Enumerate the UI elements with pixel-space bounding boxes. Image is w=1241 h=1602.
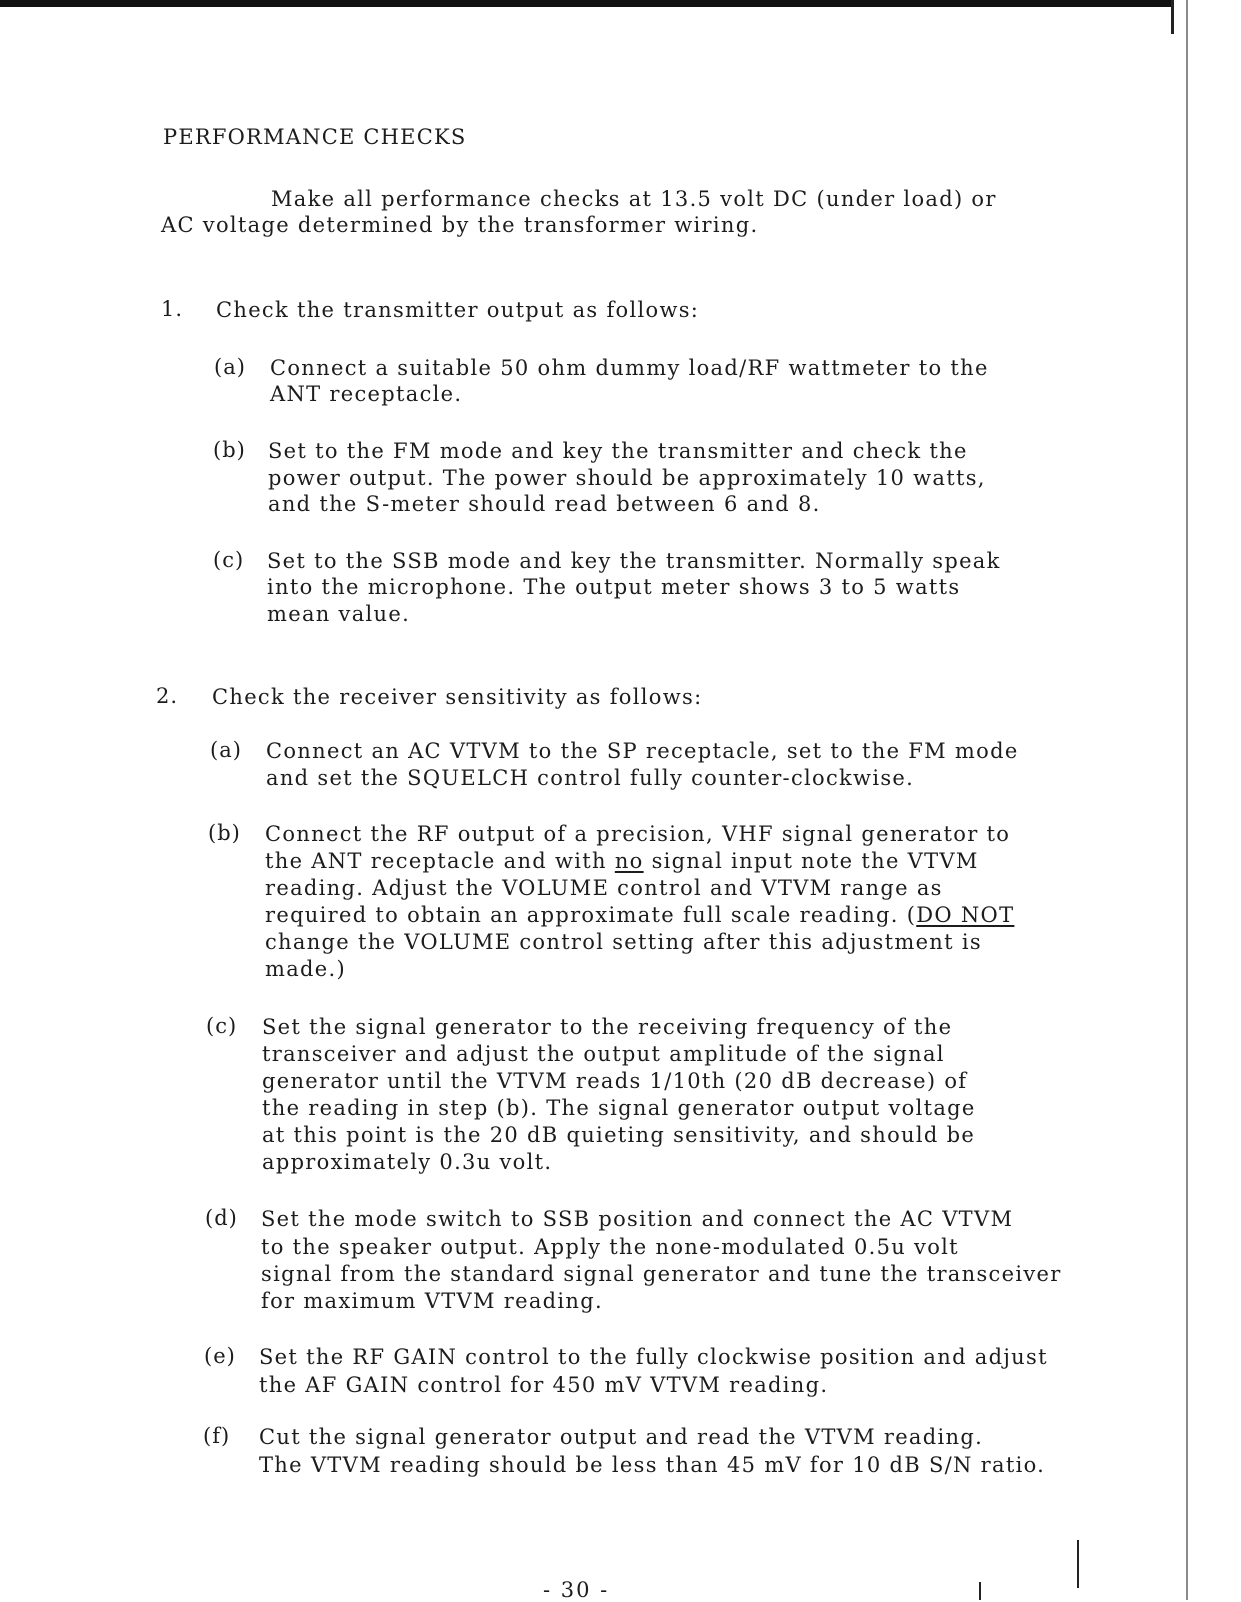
item-label: (a) [214,355,246,379]
item-line: The VTVM reading should be less than 45 mV for 10 dB S/N ratio. [259,1453,1046,1477]
item-line: into the microphone. The output meter shows 3 to 5 watts [267,575,961,599]
item-line: reading. Adjust the VOLUME control and VTVM range as [265,876,943,900]
item-label: (c) [213,548,245,572]
item-label: (b) [208,821,241,845]
section-title: Check the transmitter output as follows: [216,298,700,322]
item-line: signal from the standard signal generator and tune the transceiver [261,1262,1062,1286]
item-line: Connect an AC VTVM to the SP receptacle, set to the FM mode [266,739,1019,763]
item-line: approximately 0.3u volt. [262,1150,553,1174]
item-line: to the speaker output. Apply the none-modulated 0.5u volt [261,1235,959,1259]
item-label: (e) [204,1344,236,1368]
item-line: the reading in step (b). The signal generator output voltage [262,1096,976,1120]
page-number: - 30 - [543,1578,610,1602]
intro-line-2: AC voltage determined by the transformer wiring. [161,213,759,237]
item-line: required to obtain an approximate full scale reading. (DO NOT [265,903,1015,927]
item-line: and set the SQUELCH control fully counter-clockwise. [266,766,915,790]
item-line: and the S-meter should read between 6 and 8. [268,492,821,516]
section-number: 1. [161,297,184,321]
item-line: the AF GAIN control for 450 mV VTVM reading. [259,1373,829,1397]
item-label: (c) [206,1014,238,1038]
item-line: the ANT receptacle and with no signal input note the VTVM [265,849,979,873]
item-line: at this point is the 20 dB quieting sensitivity, and should be [262,1123,976,1147]
item-line: for maximum VTVM reading. [261,1289,603,1313]
item-line: change the VOLUME control setting after this adjustment is [265,930,982,954]
item-line: Set the RF GAIN control to the fully clockwise position and adjust [259,1345,1048,1369]
page-heading: PERFORMANCE CHECKS [163,125,467,149]
section-number: 2. [156,684,179,708]
item-line: power output. The power should be approximately 10 watts, [268,466,986,490]
item-line: Set to the FM mode and key the transmitter and check the [268,439,968,463]
item-line: Connect a suitable 50 ohm dummy load/RF wattmeter to the [270,356,989,380]
item-line: Cut the signal generator output and read the VTVM reading. [259,1425,984,1449]
item-line: Set to the SSB mode and key the transmitter. Normally speak [267,549,1001,573]
item-line: made.) [265,957,346,981]
item-line: Connect the RF output of a precision, VHF signal generator to [265,822,1011,846]
item-line: ANT receptacle. [270,382,463,406]
item-label: (a) [210,738,242,762]
item-line: Set the signal generator to the receiving frequency of the [262,1015,953,1039]
item-label: (d) [205,1206,238,1230]
intro-line-1: Make all performance checks at 13.5 volt DC (under load) or [271,187,997,211]
section-title: Check the receiver sensitivity as follows: [212,685,703,709]
item-line: generator until the VTVM reads 1/10th (20 dB decrease) of [262,1069,968,1093]
item-line: Set the mode switch to SSB position and connect the AC VTVM [261,1207,1014,1231]
item-line: mean value. [267,602,411,626]
item-line: transceiver and adjust the output amplitude of the signal [262,1042,945,1066]
item-label: (b) [213,438,246,462]
item-label: (f) [203,1424,231,1448]
